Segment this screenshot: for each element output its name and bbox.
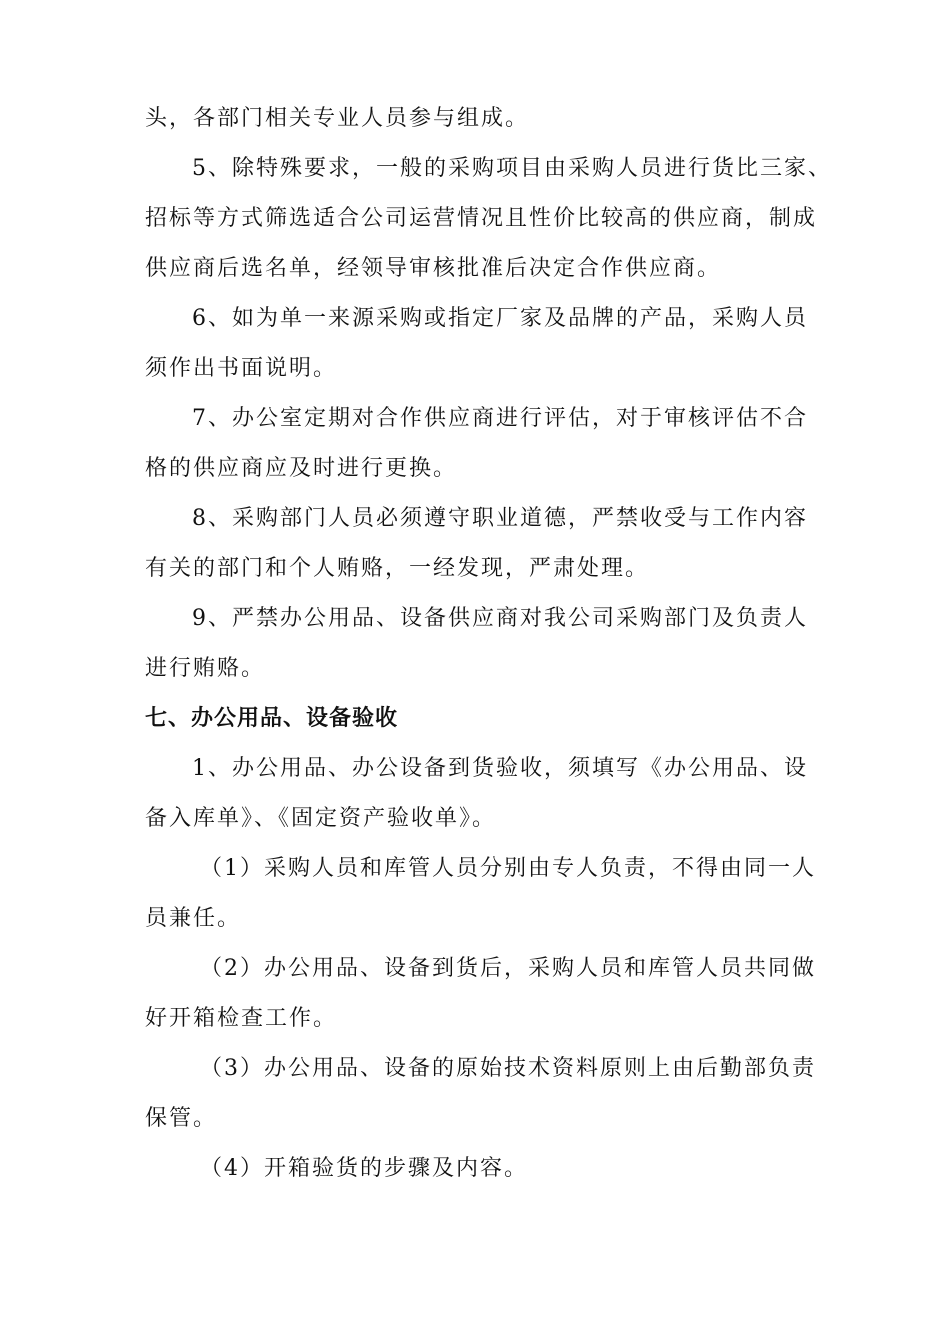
paragraph-line: 8、采购部门人员必须遵守职业道德，严禁收受与工作内容 [192,506,808,531]
section-heading: 七、办公用品、设备验收 [145,706,399,731]
paragraph-line: （3）办公用品、设备的原始技术资料原则上由后勤部负责 [200,1056,816,1081]
paragraph-line: （4）开箱验货的步骤及内容。 [200,1156,528,1181]
paragraph-line: 备入库单》、《固定资产验收单》。 [145,806,497,831]
paragraph-line: 头，各部门相关专业人员参与组成。 [145,106,530,131]
paragraph-line: 保管。 [145,1106,218,1131]
paragraph-line: 供应商后选名单，经领导审核批准后决定合作供应商。 [145,256,722,281]
paragraph-line: （1）采购人员和库管人员分别由专人负责，不得由同一人 [200,856,816,881]
paragraph-line: 5、除特殊要求，一般的采购项目由采购人员进行货比三家、 [192,156,832,181]
paragraph-line: 员兼任。 [145,906,242,931]
paragraph-line: 好开箱检查工作。 [145,1006,338,1031]
paragraph-line: 格的供应商应及时进行更换。 [145,456,458,481]
paragraph-line: 7、办公室定期对合作供应商进行评估，对于审核评估不合 [192,406,808,431]
paragraph-line: 1、办公用品、办公设备到货验收，须填写《办公用品、设 [192,756,808,781]
paragraph-line: 有关的部门和个人贿赂，一经发现，严肃处理。 [145,556,650,581]
paragraph-line: 须作出书面说明。 [145,356,338,381]
paragraph-line: （2）办公用品、设备到货后，采购人员和库管人员共同做 [200,956,816,981]
paragraph-line: 招标等方式筛选适合公司运营情况且性价比较高的供应商，制成 [145,206,818,231]
paragraph-line: 进行贿赂。 [145,656,266,681]
paragraph-line: 9、严禁办公用品、设备供应商对我公司采购部门及负责人 [192,606,808,631]
paragraph-line: 6、如为单一来源采购或指定厂家及品牌的产品，采购人员 [192,306,808,331]
